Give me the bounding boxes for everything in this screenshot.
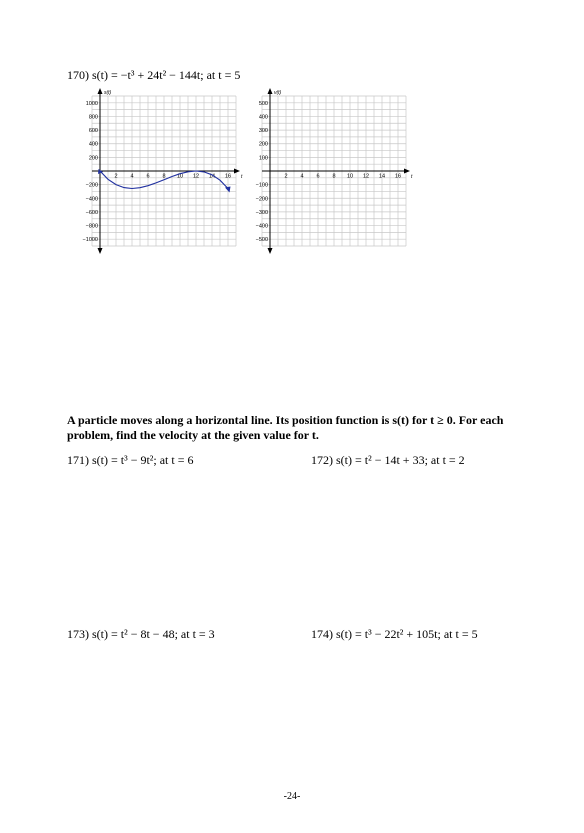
problem-at-value: at t = 3: [180, 627, 215, 641]
problem-174: [311, 627, 478, 642]
problem-170: [67, 68, 240, 83]
problem-function: s(t) = t³ − 22t² + 105t;: [336, 627, 441, 641]
y-tick-label: −200: [85, 182, 98, 189]
problem-number: 171): [67, 453, 89, 467]
problem-number: 174): [311, 627, 333, 641]
y-tick-label: 200: [88, 155, 98, 162]
y-tick-label: 500: [258, 100, 268, 107]
x-tick-label: 12: [362, 173, 370, 180]
x-tick-label: 16: [224, 173, 232, 180]
y-axis-label: s(t): [104, 90, 112, 96]
problem-at-value: at t = 2: [430, 453, 465, 467]
x-tick-label: 14: [378, 173, 386, 180]
y-tick-label: −200: [255, 196, 268, 203]
x-tick-label: 2: [284, 173, 288, 180]
problem-function: s(t) = −t³ + 24t² − 144t;: [92, 68, 204, 82]
x-tick-label: 6: [146, 173, 150, 180]
y-tick-label: 1000: [85, 100, 98, 107]
x-tick-label: 2: [114, 173, 118, 180]
x-axis-label: t: [241, 174, 243, 180]
y-tick-label: −400: [85, 196, 98, 203]
problem-function: s(t) = t³ − 9t²;: [92, 453, 157, 467]
y-axis-arrow-up: [268, 88, 273, 94]
x-axis-label: t: [411, 174, 413, 180]
problem-at-value: at t = 5: [206, 68, 241, 82]
problem-function: s(t) = t² − 8t − 48;: [92, 627, 178, 641]
y-tick-label: 200: [258, 141, 268, 148]
problem-number: 172): [311, 453, 333, 467]
y-tick-label: −300: [255, 209, 268, 216]
x-tick-label: 10: [176, 173, 184, 180]
problem-at-value: at t = 6: [159, 453, 194, 467]
y-tick-label: 300: [258, 128, 268, 135]
problem-number: 170): [67, 68, 89, 82]
x-tick-label: 6: [316, 173, 320, 180]
problem-number: 173): [67, 627, 89, 641]
y-axis-arrow-up: [98, 88, 103, 94]
x-tick-label: 16: [394, 173, 402, 180]
y-tick-label: −100: [255, 182, 268, 189]
x-tick-label: 4: [300, 173, 304, 180]
y-axis-arrow-down: [98, 248, 103, 254]
x-tick-label: 4: [130, 173, 134, 180]
problem-173: [67, 627, 215, 642]
y-tick-label: −1000: [82, 237, 98, 244]
velocity-graph: [238, 86, 413, 256]
page-number: -24-: [283, 791, 301, 802]
problem-172: [311, 453, 465, 468]
y-axis-label: v(t): [274, 90, 282, 96]
problem-171: [67, 453, 194, 468]
problem-at-value: at t = 5: [443, 627, 478, 641]
x-tick-label: 10: [346, 173, 354, 180]
y-tick-label: 800: [88, 114, 98, 121]
y-tick-label: 400: [258, 114, 268, 121]
y-tick-label: 100: [258, 155, 268, 162]
y-tick-label: 400: [88, 141, 98, 148]
x-tick-label: 8: [332, 173, 336, 180]
x-axis-arrow: [404, 169, 410, 174]
y-tick-label: −600: [85, 209, 98, 216]
y-tick-label: 600: [88, 128, 98, 135]
y-tick-label: −800: [85, 223, 98, 230]
position-graph: [68, 86, 243, 256]
x-tick-label: 12: [192, 173, 200, 180]
x-tick-label: 8: [162, 173, 166, 180]
x-tick-label: 14: [208, 173, 216, 180]
y-tick-label: −500: [255, 237, 268, 244]
y-tick-label: −400: [255, 223, 268, 230]
instructions-text: A particle moves along a horizontal line. Its position function is s(t) for t ≥ 0. For each problem, find the velocity at the given value for t.: [67, 413, 504, 442]
y-axis-arrow-down: [268, 248, 273, 254]
problem-function: s(t) = t² − 14t + 33;: [336, 453, 428, 467]
